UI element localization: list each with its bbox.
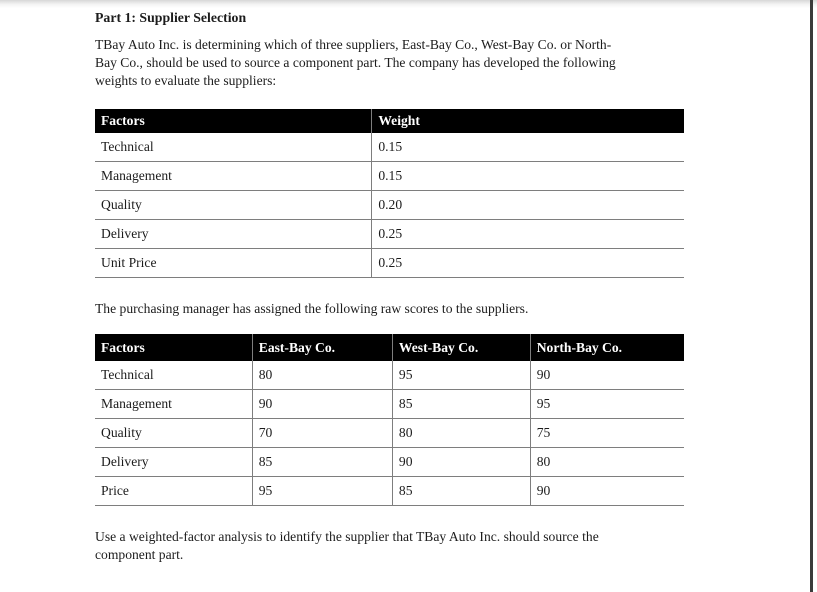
factor-cell: Technical (95, 133, 372, 162)
intro-line: weights to evaluate the suppliers: (95, 73, 277, 89)
factor-cell: Technical (95, 361, 252, 390)
score-cell: 85 (252, 447, 392, 476)
table-row (95, 190, 684, 219)
weights-header-factors: Factors (95, 109, 372, 133)
score-cell: 70 (252, 418, 392, 447)
task-paragraph (95, 528, 713, 564)
score-cell: 85 (392, 476, 530, 505)
weight-cell: 0.15 (372, 133, 684, 162)
weight-cell: 0.25 (372, 248, 684, 277)
score-cell: 80 (392, 418, 530, 447)
weight-cell: 0.25 (372, 219, 684, 248)
factor-cell: Quality (95, 190, 372, 219)
score-cell: 95 (530, 389, 684, 418)
scores-header-northbay: North-Bay Co. (530, 334, 684, 361)
score-cell: 90 (392, 447, 530, 476)
table-row (95, 219, 684, 248)
intro-line: Bay Co., should be used to source a component part. The company has developed the following (95, 55, 616, 71)
factor-cell: Delivery (95, 219, 372, 248)
score-cell: 95 (252, 476, 392, 505)
scores-header-factors: Factors (95, 334, 252, 361)
factor-cell: Management (95, 161, 372, 190)
table-row (95, 248, 684, 277)
factor-cell: Management (95, 389, 252, 418)
table-row (95, 389, 684, 418)
scores-header-eastbay: East-Bay Co. (252, 334, 392, 361)
weights-header-weight: Weight (372, 109, 684, 133)
score-cell: 80 (530, 447, 684, 476)
page-title: Part 1: Supplier Selection (95, 10, 247, 25)
score-cell: 80 (252, 361, 392, 390)
scores-intro-paragraph: The purchasing manager has assigned the following raw scores to the suppliers. (95, 300, 529, 316)
task-line: Use a weighted-factor analysis to identify the supplier that TBay Auto Inc. should source the (95, 528, 599, 544)
task-line: component part. (95, 547, 184, 563)
table-row (95, 161, 684, 190)
scores-header-row (95, 334, 684, 361)
weights-table (95, 109, 684, 278)
score-cell: 75 (530, 418, 684, 447)
score-cell: 85 (392, 389, 530, 418)
weights-header-row (95, 109, 684, 133)
score-cell: 90 (530, 361, 684, 390)
document-page (95, 0, 713, 564)
table-row (95, 418, 684, 447)
score-cell: 90 (530, 476, 684, 505)
factor-cell: Quality (95, 418, 252, 447)
score-cell: 90 (252, 389, 392, 418)
table-row (95, 133, 684, 162)
scores-table (95, 334, 684, 506)
factor-cell: Price (95, 476, 252, 505)
score-cell: 95 (392, 361, 530, 390)
table-row (95, 361, 684, 390)
weight-cell: 0.20 (372, 190, 684, 219)
table-row (95, 447, 684, 476)
intro-paragraph (95, 36, 713, 91)
factor-cell: Delivery (95, 447, 252, 476)
scores-header-westbay: West-Bay Co. (392, 334, 530, 361)
table-row (95, 476, 684, 505)
weight-cell: 0.15 (372, 161, 684, 190)
factor-cell: Unit Price (95, 248, 372, 277)
intro-line: TBay Auto Inc. is determining which of three suppliers, East-Bay Co., West-Bay Co. or North- (95, 37, 612, 52)
window-edge-line (810, 0, 813, 592)
